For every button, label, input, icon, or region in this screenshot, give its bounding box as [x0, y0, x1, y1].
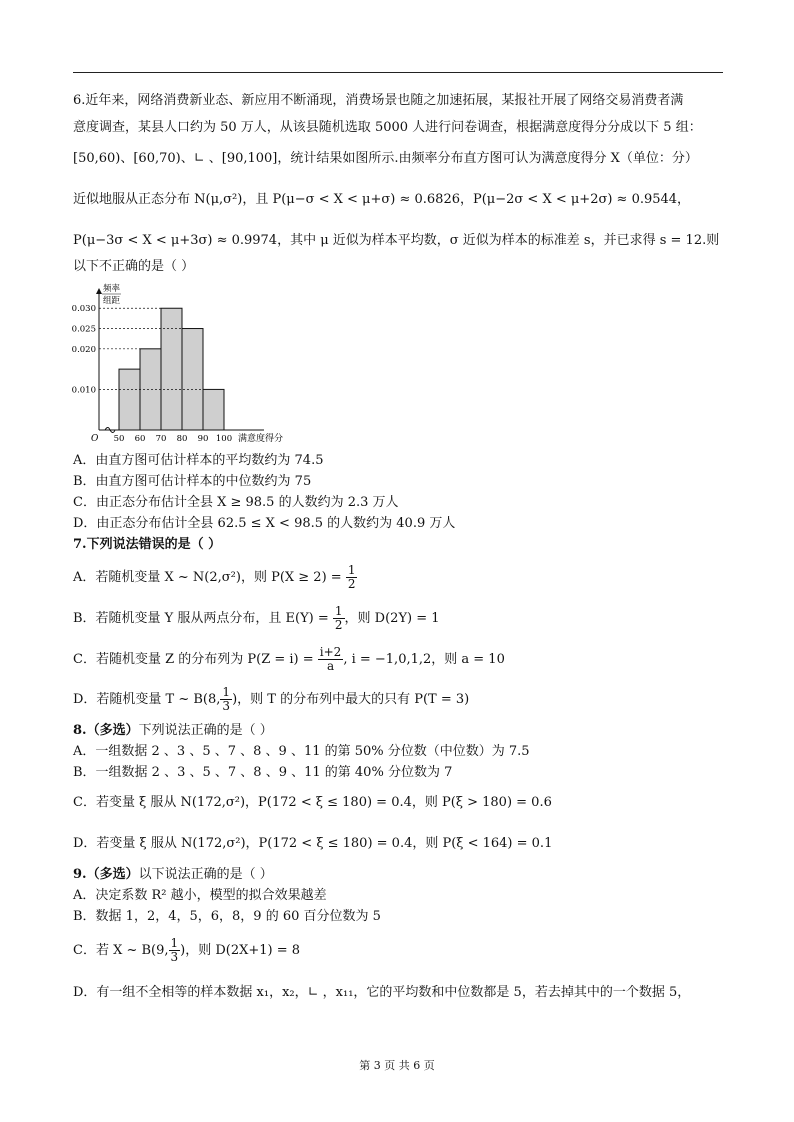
x-tick-label: 70: [155, 434, 167, 444]
q7-d-text: D．若随机变量 T ~ B(8,: [73, 692, 221, 707]
y-axis-label-top: 频率: [103, 284, 121, 294]
y-tick-label: 0.020: [72, 344, 96, 355]
header-rule: [73, 72, 723, 73]
q9-option-d: D．有一组不全相等的样本数据 x₁，x₂，∟ ，x₁₁，它的平均数和中位数都是 5，若去掉其中的一个数据 5，: [73, 985, 691, 1000]
q6-line-5: P(μ−3σ < X < μ+3σ) ≈ 0.9974，其中 μ 近似为样本平均数，σ 近似为样本的标准差 s，并已求得 s = 12.则: [73, 233, 720, 248]
x-tick-label: 50: [113, 434, 125, 444]
q6-option-a: A．由直方图可估计样本的平均数约为 74.5: [73, 453, 324, 468]
page-footer: 第 3 页 共 6 页: [359, 1059, 435, 1072]
q9-c-fraction: $\frac{1}{3}$: [170, 936, 179, 964]
q7-a-fraction: $\frac{1}{2}$: [347, 563, 356, 591]
histogram-bar: [161, 308, 182, 430]
y-axis-arrow: [96, 288, 102, 294]
q8-stem: 8.（多选）下列说法正确的是（ ）: [73, 723, 273, 738]
q7-a-text: A．若随机变量 X ~ N(2,σ²)，则 P(X ≥ 2) =: [73, 570, 346, 585]
y-axis-label-bottom: 组距: [103, 296, 121, 306]
q7-d-fraction: $\frac{1}{3}$: [222, 685, 231, 713]
q6-line-6: 以下不正确的是（ ）: [73, 259, 195, 274]
q9-option-b: B．数据 1，2，4，5，6，8，9 的 60 百分位数为 5: [73, 909, 381, 924]
y-tick-label: 0.030: [72, 304, 96, 315]
q7-option-b: B．若随机变量 Y 服从两点分布，且 E(Y) = $\frac{1}{2}$ ，则 D(2Y) = 1: [73, 604, 440, 632]
q6-line-1: 6.近年来，网络消费新业态、新应用不断涌现，消费场景也随之加速拓展，某报社开展了网络交易消费者满: [73, 93, 684, 108]
q7-b-text: B．若随机变量 Y 服从两点分布，且 E(Y) =: [73, 611, 333, 626]
q9-option-a: A．决定系数 R² 越小，模型的拟合效果越差: [73, 888, 327, 903]
y-tick-label: 0.025: [72, 324, 96, 335]
q6-option-b: B．由直方图可估计样本的中位数约为 75: [73, 474, 312, 489]
q8-option-d: D．若变量 ξ 服从 N(172,σ²)，P(172 < ξ ≤ 180) = 0.4，则 P(ξ < 164) = 0.1: [73, 836, 553, 851]
q9-option-c: C．若 X ~ B(9, $\frac{1}{3}$ )，则 D(2X+1) = 8: [73, 936, 301, 964]
q7-stem: 7.下列说法错误的是（ ）: [73, 537, 222, 552]
q6-option-d: D．由正态分布估计全县 62.5 ≤ X < 98.5 的人数约为 40.9 万人: [73, 516, 456, 531]
q8-option-c: C．若变量 ξ 服从 N(172,σ²)，P(172 < ξ ≤ 180) = 0.4，则 P(ξ > 180) = 0.6: [73, 795, 552, 810]
q7-c-fraction: $\frac{i+2}{a}$: [319, 645, 342, 673]
q6-line-2: 意度调查，某县人口约为 50 万人，从该县随机选取 5000 人进行问卷调查，根据满意度得分分成以下 5 组：: [73, 120, 702, 135]
x-axis-label: 满意度得分: [238, 434, 284, 444]
origin-label: O: [91, 434, 99, 444]
q8-option-a: A．一组数据 2 、3 、5 、7 、8 、9 、11 的第 50% 分位数（中位数）为 7.5: [73, 744, 530, 759]
q7-option-c: C．若随机变量 Z 的分布列为 P(Z = i) = $\frac{i+2}{a}$ , i = −1,0,1,2，则 a = 10: [73, 645, 505, 673]
y-tick-label: 0.010: [72, 385, 96, 396]
histogram-bar: [182, 329, 203, 430]
q7-option-a: [73, 564, 357, 591]
q6-line-3: [50,60)、[60,70)、∟ 、[90,100]，统计结果如图所示.由频率分布直方图可认为满意度得分 X（单位：分）: [73, 151, 698, 166]
q7-b-fraction: $\frac{1}{2}$: [334, 604, 343, 632]
x-tick-label: 80: [176, 434, 188, 444]
x-tick-label: 100: [215, 434, 233, 444]
q7-c-text: C．若随机变量 Z 的分布列为 P(Z = i) =: [73, 652, 318, 667]
q6-line-4: 近似地服从正态分布 N(μ,σ²)，且 P(μ−σ < X < μ+σ) ≈ 0.6826，P(μ−2σ < X < μ+2σ) ≈ 0.9544，: [73, 192, 691, 207]
histogram-bar: [203, 389, 224, 430]
q9-c-text: C．若 X ~ B(9,: [73, 943, 169, 958]
q7-option-d: D．若随机变量 T ~ B(8, $\frac{1}{3}$ )，则 T 的分布列中最大的只有 P(T = 3): [73, 685, 470, 713]
q8-option-b: B．一组数据 2 、3 、5 、7 、8 、9 、11 的第 40% 分位数为 7: [73, 765, 453, 780]
histogram-chart: [72, 282, 312, 447]
x-tick-label: 60: [134, 434, 146, 444]
q9-stem: 9.（多选）以下说法正确的是（ ）: [73, 867, 273, 882]
x-tick-label: 90: [197, 434, 209, 444]
q6-option-c: C．由正态分布估计全县 X ≥ 98.5 的人数约为 2.3 万人: [73, 495, 399, 510]
histogram-bar: [119, 369, 140, 430]
